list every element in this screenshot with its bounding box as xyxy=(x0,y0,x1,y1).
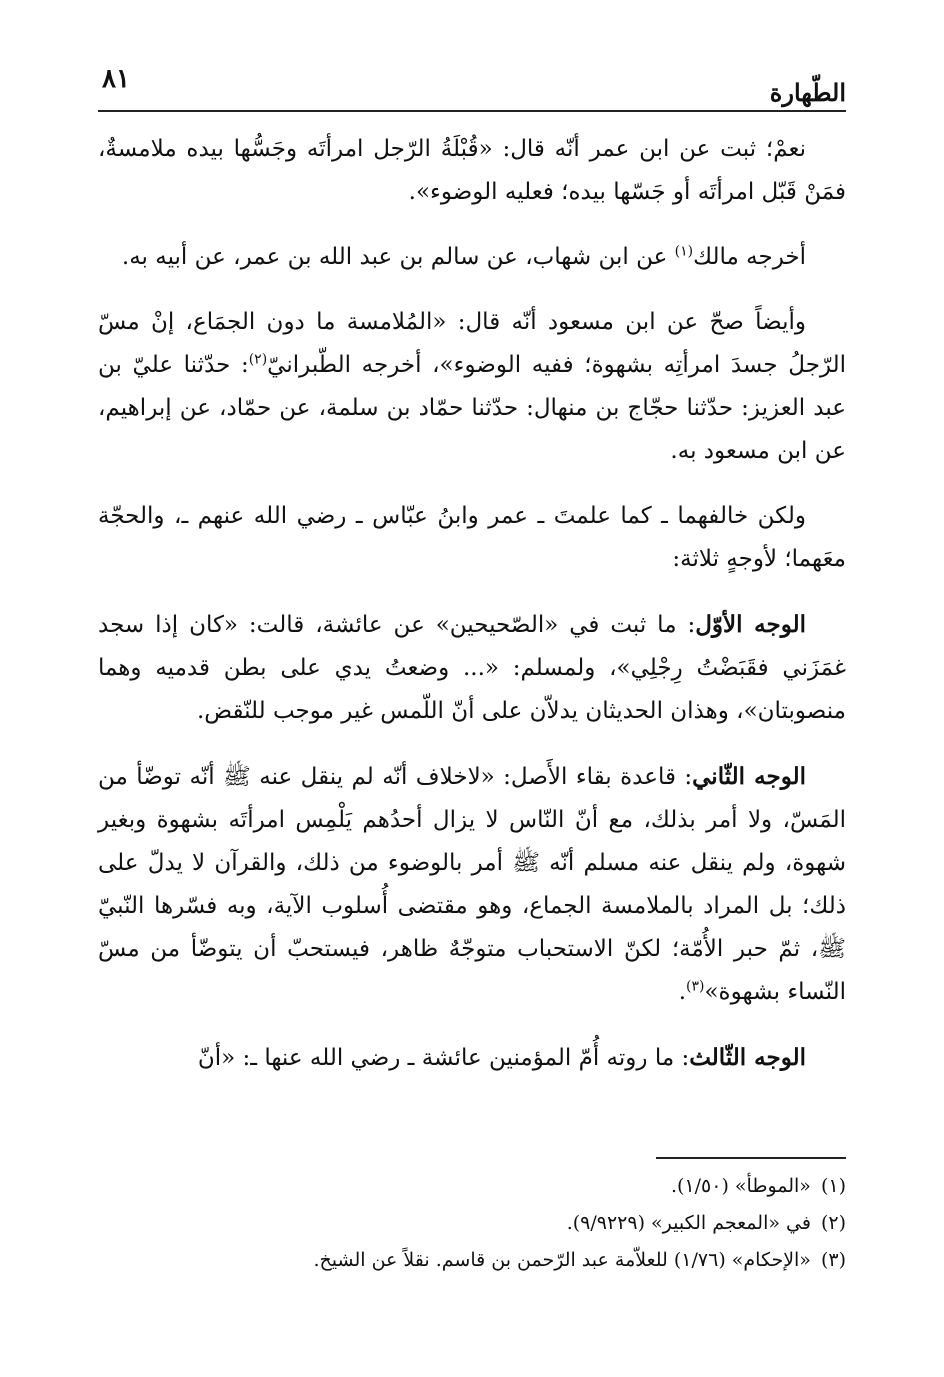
paragraph-2-start: أخرجه مالك xyxy=(693,244,806,270)
footnote-2 xyxy=(98,1205,846,1242)
aspect-2-text: : قاعدة بقاء الأَصل: «لاخلاف أنّه لم ينقل عنه ﷺ أنّه توضّأ من المَسّ، ولا أمر بذلك، مع أنّ النّاس لا يزال أحدُهم يَلْمِس امرأتَه بشهوة وبغير شهوة، ولم ينقل عنه مسلم أنّه ﷺ أمر بالوضوء من ذلك، والقرآن لا يدلّ على ذلك؛ بل المراد بالملامسة الجماع، وهو مقتضى أُسلوب الآية، وبه فسّرها النّبيّ ﷺ، ثمّ حبر الأُمّة؛ لكنّ الاستحباب متوجّهٌ ظاهر، فيستحبّ أن يتوضّأ من مسّ النّساء بشهوة» xyxy=(98,764,846,1005)
paragraph-4: ولكن خالفهما ـ كما علمتَ ـ عمر وابنُ عبّاس ـ رضي الله عنهم ـ، والحجّة معَهما؛ لأوجهٍ ثلاثة: xyxy=(98,503,846,572)
aspect-1-label: الوجه الأوّل xyxy=(695,611,806,638)
footnote-3 xyxy=(98,1242,846,1279)
page-number: ٨١ xyxy=(102,64,130,94)
aspect-2-label: الوجه الثّاني xyxy=(692,763,806,790)
footnote-2-text: في «المعجم الكبير» (٩/٩٢٢٩). xyxy=(566,1212,811,1234)
aspect-1-text: : ما ثبت في «الصّحيحين» عن عائشة، قالت: «كان إذا سجد غمَزَني فقَبَضْتُ رِجْلِي»، ولمسلم: «... وضعتُ يدي على بطن قدميه وهما منصوبتان»، وهذان الحديثان يدلاّن على أنّ اللّمس غير موجب للنّقض. xyxy=(98,612,846,724)
paragraph-3-start: وأيضاً صحّ عن ابن مسعود أنّه قال: «المُلامسة ما دون الجمَاع، إنْ مسّ الرّجلُ جسدَ امرأتِه بشهوة؛ ففيه الوضوء»، أخرجه الطّبرانيّ xyxy=(98,309,846,378)
footnotes xyxy=(98,1168,846,1279)
footnote-1-number: (١) xyxy=(820,1175,846,1197)
paragraph-3-end: : حدّثنا عليّ بن عبد العزيز: حدّثنا حجّاج بن منهال: حدّثنا حمّاد بن سلمة، عن حمّاد، عن إبراهيم، عن ابن مسعود به. xyxy=(98,352,846,464)
page-header xyxy=(98,62,846,112)
running-title: الطّهارة xyxy=(769,78,846,107)
footnote-3-number: (٣) xyxy=(820,1249,846,1271)
footnote-ref-2: (٢) xyxy=(248,351,268,368)
aspect-3-text: : ما روته أُمّ المؤمنين عائشة ـ رضي الله عنها ـ: «أنّ xyxy=(197,1045,690,1071)
footnote-1-text: «الموطأ» (١/٥٠). xyxy=(670,1175,811,1197)
paragraph-2 xyxy=(98,236,846,279)
aspect-2-end: . xyxy=(678,979,687,1005)
paragraph-1: نعمْ؛ ثبت عن ابن عمر أنّه قال: «قُبْلَةُ الرّجل امرأتَه وجَسُّها بيده ملامسةٌ، فمَنْ قَبّل امرأتَه أو جَسّها بيده؛ فعليه الوضوء». xyxy=(98,136,846,205)
footnote-ref-3: (٣) xyxy=(686,978,705,995)
footnote-1 xyxy=(98,1168,846,1205)
footnote-3-text: «الإحكام» (١/٧٦) للعلاّمة عبد الرّحمن بن قاسم. نقلاً عن الشيخ. xyxy=(313,1249,811,1271)
footnote-separator xyxy=(656,1157,846,1159)
paragraph-6 xyxy=(98,755,846,1014)
paragraph-7 xyxy=(98,1036,846,1080)
paragraph-5 xyxy=(98,603,846,733)
paragraph-3 xyxy=(98,301,846,473)
aspect-3-label: الوجه الثّالث xyxy=(689,1044,806,1071)
footnote-ref-1: (١) xyxy=(674,243,694,260)
paragraph-2-end: عن ابن شهاب، عن سالم بن عبد الله بن عمر، عن أبيه به. xyxy=(121,244,675,270)
main-text xyxy=(98,128,846,1102)
footnote-2-number: (٢) xyxy=(820,1212,846,1234)
